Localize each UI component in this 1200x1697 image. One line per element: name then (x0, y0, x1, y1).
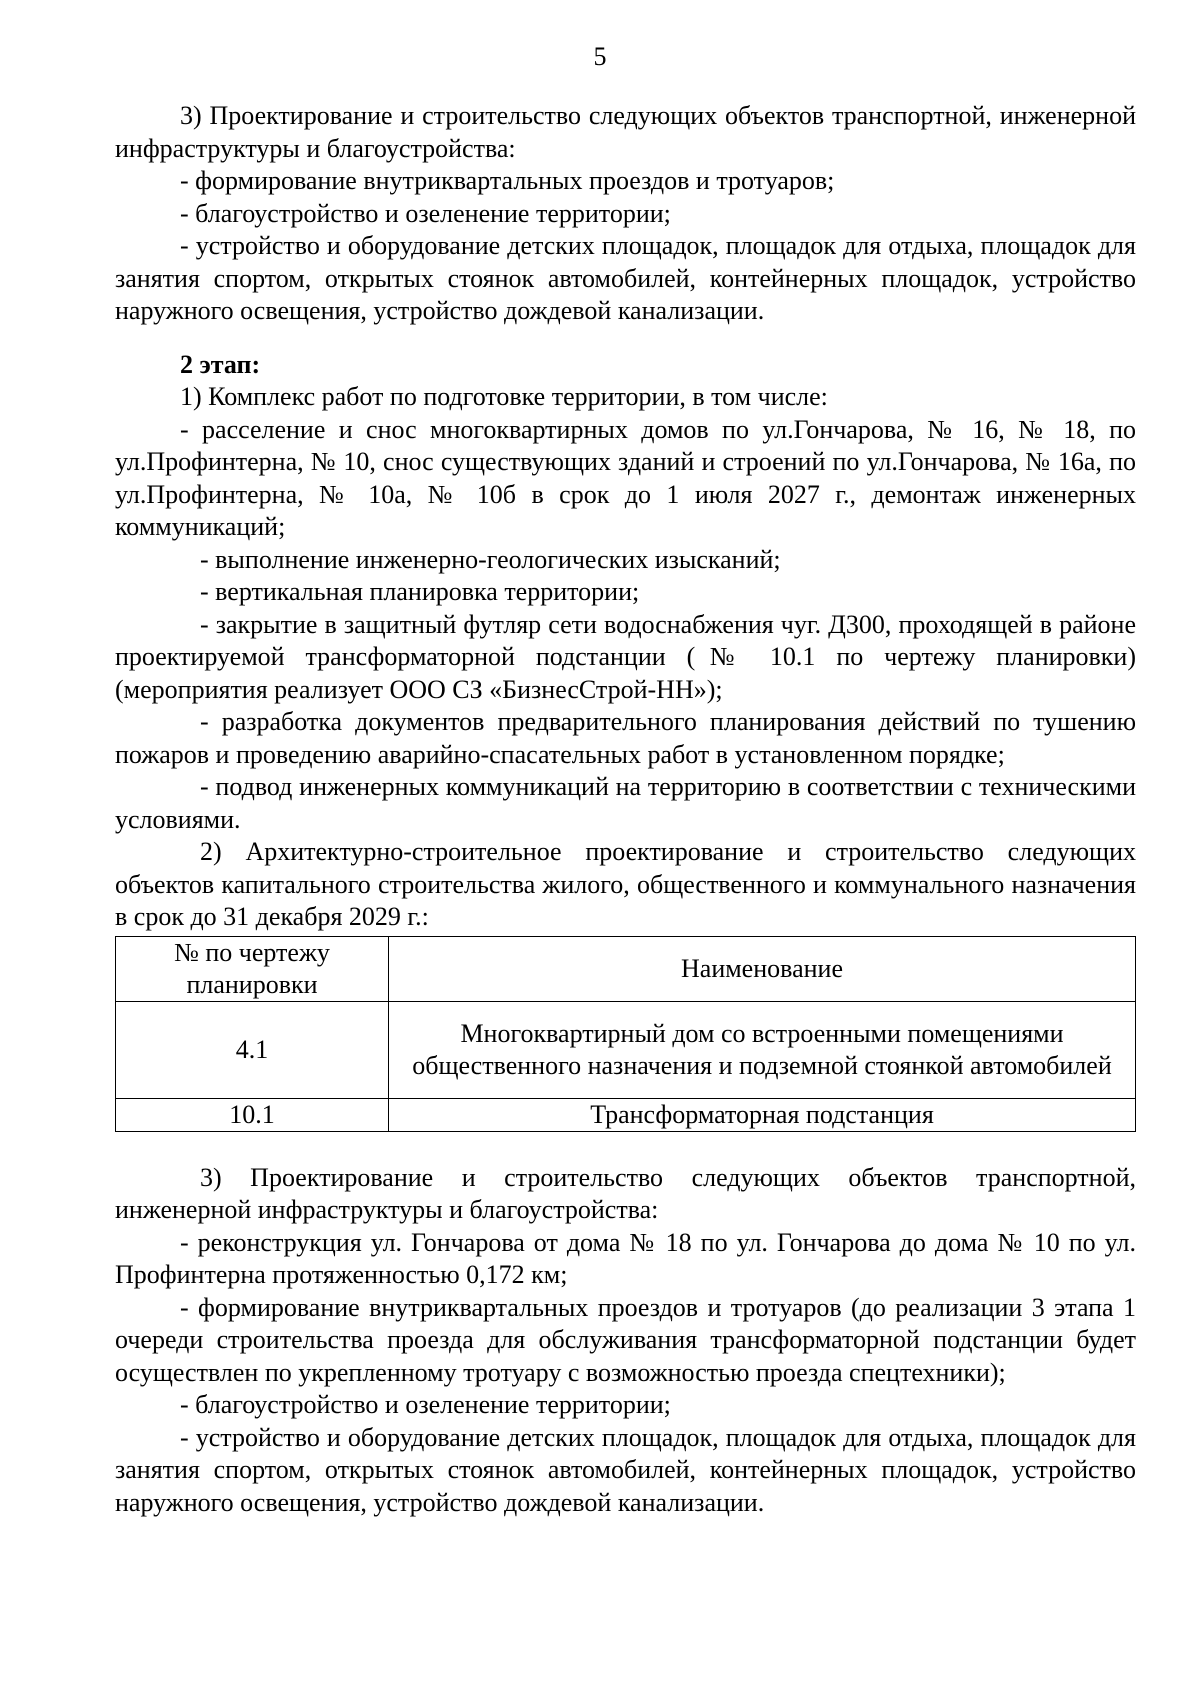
list-item: - выполнение инженерно-геологических изысканий; (200, 544, 781, 574)
page-number: 5 (593, 42, 607, 71)
paragraph-stage2-construction: 2) Архитектурно-строительное проектирование и строительство следующих объектов капитального строительства жилого, общественного и коммунального назначения в срок до 31 декабря 2029 г.: (115, 837, 1136, 931)
list-item: - формирование внутриквартальных проездов и тротуаров (до реализации 3 этапа 1 очереди строительства проезда для обслуживания трансформаторной подстанции будет осуществлен по укрепленному тротуару с возможностью проезда спецтехники); (115, 1292, 1136, 1387)
table-header-cell: № по чертежу планировки (116, 936, 389, 1001)
list-item: - разработка документов предварительного планирования действий по тушению пожаров и проведению аварийно-спасательных работ в установленном порядке; (115, 707, 1136, 769)
table-cell: Трансформаторная подстанция (389, 1098, 1136, 1131)
table-cell: Многоквартирный дом со встроенными помещениями общественного назначения и подземной стоянкой автомобилей (389, 1001, 1136, 1098)
list-item: - подвод инженерных коммуникаций на территорию в соответствии с техническими условиями. (115, 772, 1136, 834)
list-item: - благоустройство и озеленение территории; (180, 1390, 671, 1419)
table-cell: 4.1 (116, 1001, 389, 1098)
table-row (116, 1098, 1136, 1131)
list-item: - благоустройство и озеленение территории; (180, 198, 671, 228)
table-header-row (116, 936, 1136, 1001)
list-item: - формирование внутриквартальных проездов и тротуаров; (180, 166, 835, 195)
list-item: - устройство и оборудование детских площадок, площадок для отдыха, площадок для занятия спортом, открытых стоянок автомобилей, контейнерных площадок, устройство наружного освещения, устройство дождевой канализации. (115, 1422, 1136, 1517)
document-body (115, 100, 1136, 1519)
paragraph-stage2-design: 3) Проектирование и строительство следующих объектов транспортной, инженерной инфраструктуры и благоустройства: (115, 1162, 1136, 1224)
paragraph-stage1-design: 3) Проектирование и строительство следующих объектов транспортной, инженерной инфраструктуры и благоустройства: (115, 101, 1136, 163)
list-item: - устройство и оборудование детских площадок, площадок для отдыха, площадок для занятия спортом, открытых стоянок автомобилей, контейнерных площадок, устройство наружного освещения, устройство дождевой канализации. (115, 231, 1136, 325)
table-header-cell: Наименование (389, 936, 1136, 1001)
list-item: - вертикальная планировка территории; (200, 577, 640, 606)
list-item: - реконструкция ул. Гончарова от дома № 18 по ул. Гончарова до дома № 10 по ул. Профинтерна протяженностью 0,172 км; (115, 1227, 1136, 1289)
paragraph-stage2-prep: 1) Комплекс работ по подготовке территории, в том числе: (180, 382, 828, 411)
table-row (116, 1001, 1136, 1098)
list-item: - закрытие в защитный футляр сети водоснабжения чуг. Д300, проходящей в районе проектируемой трансформаторной подстанции (№ 10.1 по чертежу планировки) (мероприятия реализует ООО СЗ «БизнесСтрой-НН»); (115, 609, 1136, 704)
objects-table (115, 936, 1136, 1132)
stage2-heading: 2 этап: (180, 349, 261, 379)
list-item: - расселение и снос многоквартирных домов по ул.Гончарова, № 16, № 18, по ул.Профинтерна, № 10, снос существующих зданий и строений по ул.Гончарова, № 16а, по ул.Профинтерна, № 10а, № 10б в срок до 1 июля 2027 г., демонтаж инженерных коммуникаций; (115, 414, 1136, 541)
table-cell: 10.1 (116, 1098, 389, 1131)
